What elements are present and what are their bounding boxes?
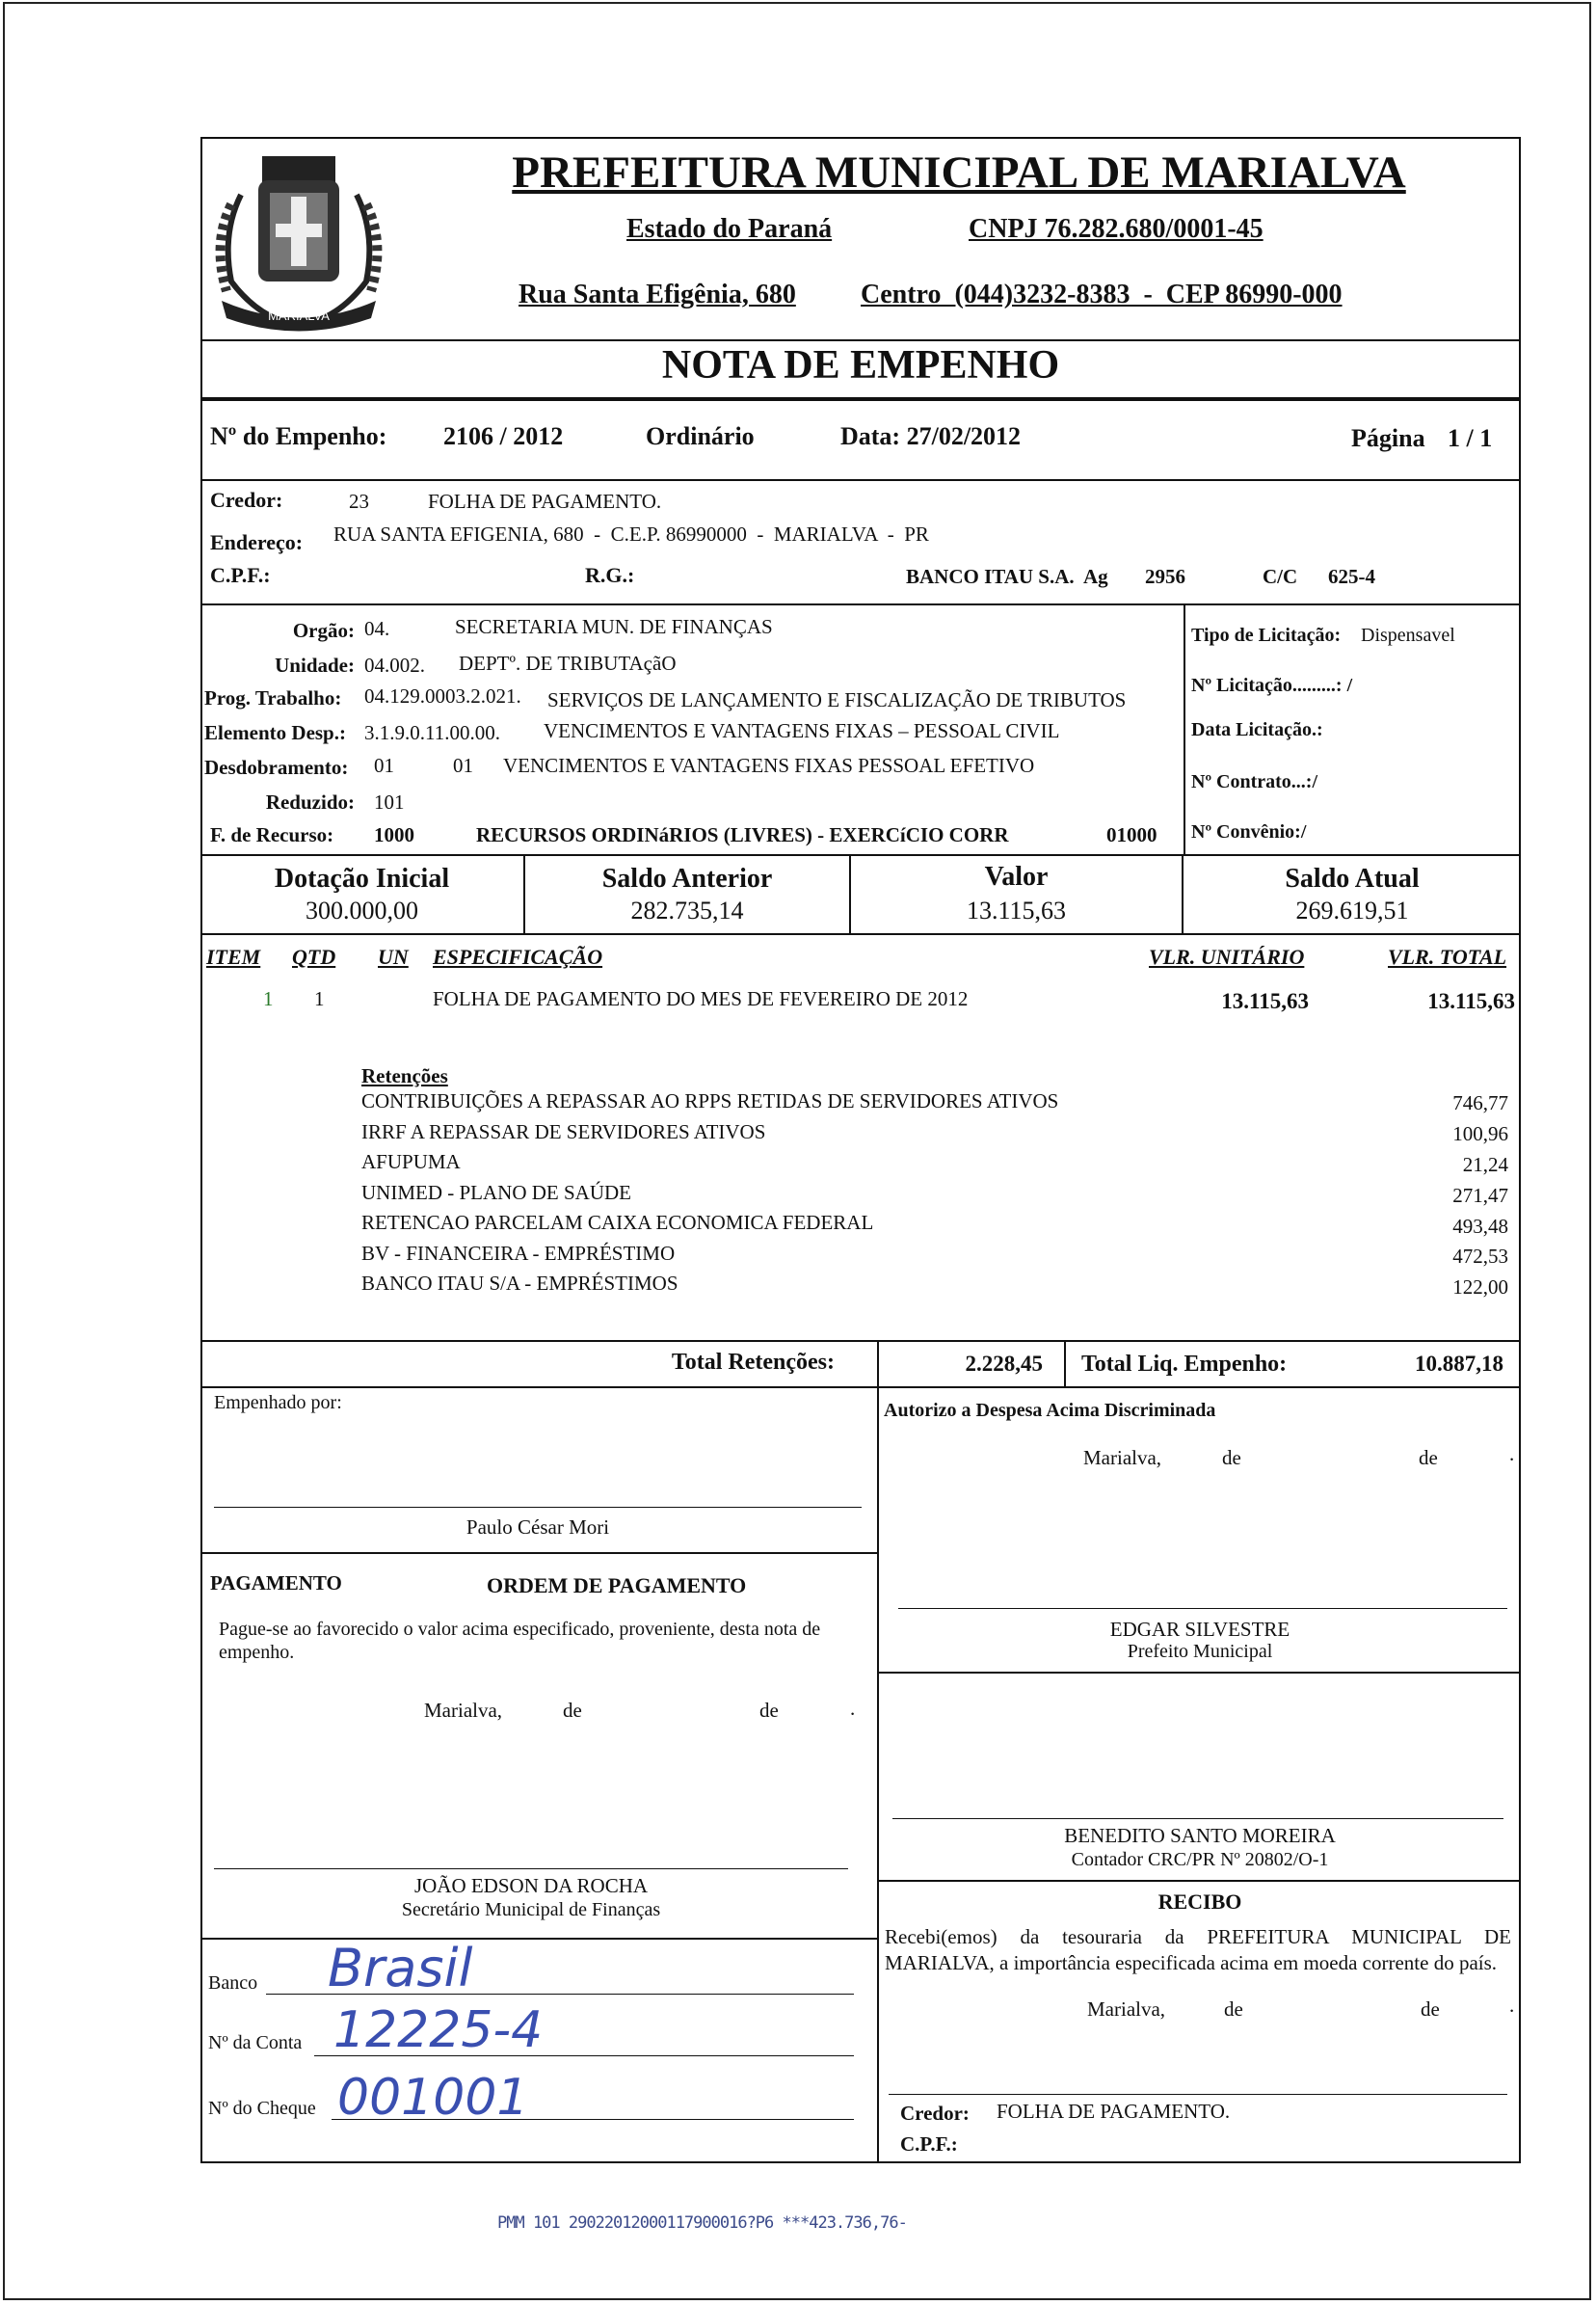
page-number: 1 / 1: [1448, 424, 1493, 452]
col-header-qtd: QTD: [292, 945, 336, 969]
endereco-value: RUA SANTA EFIGENIA, 680 - C.E.P. 86990000 - MARIALVA - PR: [333, 523, 929, 546]
recibo-credor-label: Credor:: [900, 2102, 970, 2125]
data-licitacao: Data Licitação.:: [1191, 719, 1323, 740]
valor-label: Valor: [984, 862, 1049, 892]
desdobramento-code-2: 01: [453, 754, 473, 777]
page-label: Página: [1351, 424, 1425, 452]
item-total-value: 13.115,63: [1427, 989, 1515, 1013]
recibo-place: Marialva,: [1087, 1997, 1166, 2021]
elemento-name: VENCIMENTOS E VANTAGENS FIXAS – PESSOAL CIVIL: [544, 719, 1060, 742]
recurso-code: 1000: [374, 823, 414, 846]
credor-code: 23: [349, 490, 369, 513]
col-header-vlr-total: VLR. TOTAL: [1388, 945, 1507, 969]
numero-licitacao: Nº Licitação.........: /: [1191, 675, 1353, 696]
retencao-description: RETENCAO PARCELAM CAIXA ECONOMICA FEDERAL: [361, 1211, 874, 1234]
recibo-de-1: de: [1224, 1997, 1243, 2021]
empenhado-por-label: Empenhado por:: [214, 1392, 342, 1413]
secretario-title: Secretário Municipal de Finanças: [401, 1899, 661, 1920]
item-qtd: 1: [314, 987, 325, 1010]
bank-agency: 2956: [1145, 565, 1185, 588]
cheque-label: Nº do Cheque: [208, 2098, 316, 2119]
prog-trabalho-label: Prog. Trabalho:: [204, 686, 342, 710]
desdobramento-name: VENCIMENTOS E VANTAGENS FIXAS PESSOAL EFETIVO: [503, 754, 1035, 777]
orgao-label: Orgão:: [292, 619, 355, 642]
numero-convenio: Nº Convênio:/: [1191, 821, 1307, 843]
saldo-atual-value: 269.619,51: [1295, 897, 1409, 925]
orgao-name: SECRETARIA MUN. DE FINANÇAS: [455, 615, 773, 638]
municipal-crest-icon: [202, 137, 395, 339]
contador-title: Contador CRC/PR Nº 20802/O-1: [1071, 1849, 1329, 1870]
document-title: NOTA DE EMPENHO: [661, 343, 1060, 388]
contador-name: BENEDITO SANTO MOREIRA: [1064, 1824, 1336, 1847]
table-row: [200, 983, 1521, 1012]
ordem-pagamento-title: ORDEM DE PAGAMENTO: [487, 1573, 747, 1597]
reduzido-value: 101: [374, 791, 405, 814]
secretario-name: JOÃO EDSON DA ROCHA: [413, 1874, 649, 1897]
cnpj: CNPJ 76.282.680/0001-45: [969, 214, 1264, 244]
col-header-item: ITEM: [206, 945, 261, 969]
pagamento-de-1: de: [563, 1699, 582, 1722]
unidade-label: Unidade:: [275, 654, 355, 677]
credor-label: Credor:: [210, 488, 283, 512]
pagamento-text: Pague-se ao favorecido o valor acima especificado, proveniente, desta nota de empenho.: [219, 1619, 821, 1663]
retencao-description: UNIMED - PLANO DE SAÚDE: [361, 1181, 631, 1204]
col-header-un: UN: [378, 945, 409, 969]
credor-name: FOLHA DE PAGAMENTO.: [428, 490, 662, 513]
banco-label: Banco: [208, 1972, 258, 1994]
autorizo-dot: .: [1509, 1442, 1515, 1465]
unidade-name: DEPTº. DE TRIBUTAçãO: [459, 652, 677, 675]
autorizo-text: Autorizo a Despesa Acima Discriminada: [884, 1400, 1216, 1421]
item-description: FOLHA DE PAGAMENTO DO MES DE FEVEREIRO DE 2012: [433, 987, 969, 1010]
recibo-dot: .: [1509, 1994, 1515, 2017]
account-number: 625-4: [1328, 565, 1375, 588]
recibo-title: RECIBO: [1157, 1890, 1242, 1914]
saldo-anterior-value: 282.735,14: [630, 897, 744, 925]
retencao-value: 746,77: [1452, 1091, 1508, 1114]
pagamento-label: PAGAMENTO: [210, 1571, 342, 1595]
col-header-especificacao: ESPECIFICAÇÃO: [433, 945, 603, 969]
retencao-value: 472,53: [1452, 1245, 1508, 1268]
recibo-text: Recebi(emos) da tesouraria da PREFEITURA MUNICIPAL DE MARIALVA, a importância especificada acima em moeda corrente do país.: [885, 1925, 1511, 1974]
prefeito-title: Prefeito Municipal: [1127, 1641, 1273, 1662]
retencoes-title: Retenções: [361, 1064, 448, 1087]
valor-value: 13.115,63: [966, 897, 1067, 925]
dotacao-inicial-label: Dotação Inicial: [274, 864, 450, 894]
elemento-label: Elemento Desp.:: [204, 721, 346, 744]
pagamento-place: Marialva,: [424, 1699, 503, 1722]
empenhado-por-name: Paulo César Mori: [466, 1515, 610, 1539]
prog-trabalho-name: SERVIÇOS DE LANÇAMENTO E FISCALIZAÇÃO DE TRIBUTOS: [547, 688, 1127, 711]
prog-trabalho-code: 04.129.0003.2.021.: [364, 684, 521, 708]
address-line: Rua Santa Efigênia, 680: [519, 280, 796, 309]
saldo-atual-label: Saldo Atual: [1285, 864, 1420, 894]
svg-text:MARIALVA: MARIALVA: [268, 308, 330, 323]
total-retencoes-label: Total Retenções:: [671, 1350, 835, 1375]
pagamento-de-2: de: [759, 1699, 779, 1722]
item-unit-value: 13.115,63: [1221, 989, 1309, 1013]
autorizo-de-2: de: [1419, 1446, 1438, 1469]
desdobramento-label: Desdobramento:: [204, 756, 349, 779]
bank-name: BANCO ITAU S.A. Ag: [906, 565, 1108, 588]
total-liquido-label: Total Liq. Empenho:: [1081, 1352, 1288, 1377]
recibo-de-2: de: [1421, 1997, 1440, 2021]
retencao-description: IRRF A REPASSAR DE SERVIDORES ATIVOS: [361, 1120, 766, 1143]
empenho-number-label: Nº do Empenho:: [210, 422, 387, 450]
empenho-type: Ordinário: [646, 422, 755, 450]
autorizo-de-1: de: [1222, 1446, 1241, 1469]
numero-contrato: Nº Contrato...:/: [1191, 771, 1318, 792]
recibo-credor-value: FOLHA DE PAGAMENTO.: [997, 2100, 1231, 2123]
elemento-code: 3.1.9.0.11.00.00.: [364, 721, 500, 744]
tipo-licitacao-label: Tipo de Licitação:: [1191, 625, 1342, 646]
banco-field[interactable]: Brasil: [328, 1938, 473, 1998]
desdobramento-code: 01: [374, 754, 394, 777]
autorizo-place: Marialva,: [1083, 1446, 1162, 1469]
footer-barcode-text: PMM 101 29022012000117900016?P6 ***423.736,76-: [497, 2213, 907, 2233]
page-title: PREFEITURA MUNICIPAL DE MARIALVA: [512, 147, 1406, 198]
retencao-value: 493,48: [1452, 1215, 1508, 1238]
prefeito-name: EDGAR SILVESTRE: [1109, 1618, 1290, 1641]
endereco-label: Endereço:: [210, 530, 304, 554]
retencao-value: 100,96: [1452, 1122, 1508, 1145]
total-retencoes-value: 2.228,45: [965, 1352, 1043, 1376]
retencao-value: 122,00: [1452, 1275, 1508, 1299]
conta-field[interactable]: 12225-4: [333, 2001, 544, 2059]
recibo-cpf-label: C.P.F.:: [900, 2132, 958, 2156]
cheque-field[interactable]: 001001: [337, 2069, 529, 2127]
unidade-code: 04.002.: [364, 654, 425, 677]
state-name: Estado do Paraná: [626, 214, 833, 244]
retencao-description: AFUPUMA: [361, 1150, 461, 1173]
empenho-number: 2106 / 2012: [443, 422, 564, 450]
recurso-name: RECURSOS ORDINáRIOS (LIVRES) - EXERCíCIO CORR: [476, 823, 1009, 846]
recurso-label: F. de Recurso:: [210, 823, 334, 846]
address-contact: Centro (044)3232-8383 - CEP 86990-000: [861, 280, 1343, 309]
pagamento-dot: .: [850, 1697, 856, 1720]
saldo-anterior-label: Saldo Anterior: [601, 864, 773, 894]
col-header-vlr-unitario: VLR. UNITÁRIO: [1149, 945, 1305, 969]
recurso-code-2: 01000: [1106, 823, 1157, 846]
tipo-licitacao-value: Dispensavel: [1361, 625, 1455, 646]
orgao-code: 04.: [364, 617, 390, 640]
retencao-value: 271,47: [1452, 1184, 1508, 1207]
dotacao-inicial-value: 300.000,00: [306, 897, 418, 925]
item-number: 1: [263, 987, 274, 1010]
retencao-description: BANCO ITAU S/A - EMPRÉSTIMOS: [361, 1272, 678, 1295]
conta-label: Nº da Conta: [208, 2032, 303, 2053]
empenho-date: Data: 27/02/2012: [840, 422, 1022, 450]
retencao-value: 21,24: [1462, 1153, 1508, 1176]
reduzido-label: Reduzido:: [265, 791, 355, 814]
account-label: C/C: [1263, 565, 1298, 588]
rg-label: R.G.:: [585, 563, 635, 587]
retencao-description: BV - FINANCEIRA - EMPRÉSTIMO: [361, 1242, 676, 1265]
retencao-description: CONTRIBUIÇÕES A REPASSAR AO RPPS RETIDAS DE SERVIDORES ATIVOS: [361, 1089, 1059, 1112]
cpf-label: C.P.F.:: [210, 563, 271, 587]
total-liquido-value: 10.887,18: [1415, 1352, 1503, 1376]
